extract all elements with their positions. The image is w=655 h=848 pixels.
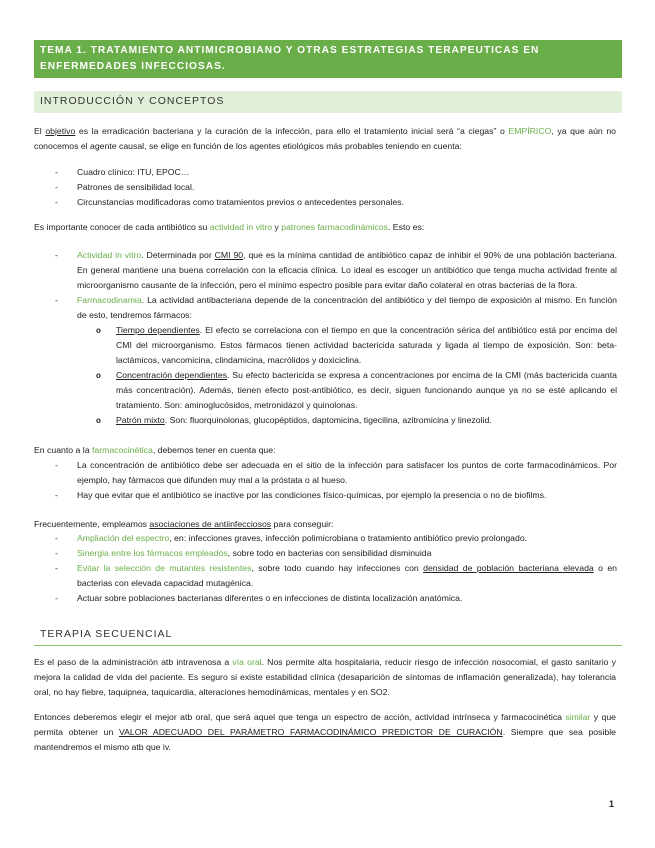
text-run: . Nos permite alta hospitalaria, reducir riesgo de infección nosocomial, el gasto sanitario y mejora la calidad de vida del paciente. Es seguro si existe estabilidad clínica (desaparición de síntomas de inflamación generalizada), hay tolerancia oral, no hay fiebre, taquipnea, taquicardia, alteraciones hemodinámicas, mentales y en SO2. (34, 657, 616, 697)
list-item: - Cuadro clínico: ITU, EPOC… (55, 165, 617, 180)
intro-paragraph (34, 124, 616, 154)
terapia-paragraph-1 (34, 655, 616, 700)
text-run: , sobre todo en bacterias con sensibilidad disminuida (227, 548, 432, 558)
concentracion-term: Concentración dependientes (116, 370, 228, 380)
empirico-term: EMPÍRICO (508, 126, 552, 136)
densidad-term: densidad de población bacteriana elevada (423, 563, 594, 573)
text-run: para conseguir: (271, 519, 334, 529)
objetivo-term: objetivo (45, 126, 76, 136)
section-divider (34, 645, 622, 646)
actividad-term: actividad in vitro (209, 222, 273, 232)
farmacocinetica-list (55, 458, 617, 503)
text-run: , ya que aún no conocemos el agente causal, se elige en función de los agentes etiológicos más probables teniendo en cuenta: (34, 126, 616, 151)
espectro-term: Ampliación del espectro (77, 533, 170, 543)
text-run: , que es la mínima cantidad de antibiótico capaz de inhibir el 90% de una población bacteriana. En general mantiene una buena correlación con la eficacia clínica. Lo ideal es escoger un antibiótico que tenga mucha actividad frente al microorganismo causante de la infección, pero el mínimo espectro posible para evitar daño colateral en otras bacterias de la flora. (77, 250, 617, 290)
asociaciones-list (55, 531, 617, 606)
text-run: . El efecto se correlaciona con el tiempo en que la concentración sérica del antibiótico está por encima del CMI del microorganismo. Estos fármacos tienen actividad bactericida saturada y ligada al tiempo de exposición. Son: beta-lactámicos, vancomicina, clindamicina, macrólidos y doxiciclina. (116, 325, 618, 365)
mixto-term: Patrón mixto (116, 415, 165, 425)
asociaciones-term: asociaciones de antiinfecciosos (149, 519, 272, 529)
list-item-farmacodinamia (55, 293, 617, 428)
farmacodinamia-term: Farmacodinamia (77, 295, 142, 305)
text-run: o en bacterias con elevada capacidad mutagénica. (77, 563, 617, 588)
cmi90-term: CMI 90 (214, 250, 244, 260)
text-run: es la erradicación bacteriana y la curación de la infección, para ello el tratamiento inicial será “a ciegas” o (75, 126, 509, 136)
important-paragraph (34, 220, 616, 235)
list-item: - Actuar sobre poblaciones bacterianas diferentes o en infecciones de distinta localización anatómica. (55, 591, 617, 606)
sublist-item (77, 323, 617, 368)
text-run: , en: infecciones graves, infección polimicrobiana o tratamiento antibiótico previo prolongado. (169, 533, 528, 543)
via-oral-term: vía oral (232, 657, 262, 667)
list-item: - Circunstancias modificadoras como tratamientos previos o antecedentes personales. (55, 195, 617, 210)
text-run: y que permita obtener un (34, 712, 616, 737)
section-heading-introduccion: INTRODUCCIÓN Y CONCEPTOS (34, 91, 622, 113)
invitro-term: Actividad in vitro (77, 250, 142, 260)
text-run: . La actividad antibacteriana depende de la concentración del antibiótico y del tiempo de exposición al mismo. En función de esto, tendremos fármacos: (77, 295, 617, 320)
text-run: . Su efecto bactericida se expresa a concentraciones por encima de la CMI (más bactericida cuanta más concentración). Además, tienen efecto post-antibiótico, es decir, siguen funcionando aunque ya no se esté aplicando el tratamiento. Son: aminoglucósidos, metronidazol y quinolonas. (116, 370, 617, 410)
mutantes-term: Evitar la selección de mutantes resistentes (77, 563, 252, 573)
list-item: - La concentración de antibiótico debe ser adecuada en el sitio de la infección para satisfacer los puntos de corte farmacodinámicos. Por ejemplo, hay fármacos que difunden muy mal a la próstata o al hueso. (55, 458, 617, 488)
text-run: Es importante conocer de cada antibiótico su (34, 222, 210, 232)
text-run: Es el paso de la administración atb intravenosa a (34, 657, 233, 667)
text-run: , sobre todo cuando hay infecciones con (251, 563, 424, 573)
page-number: 1 (609, 799, 615, 809)
text-run: El (34, 126, 46, 136)
text-run: , debemos tener en cuenta que: (152, 445, 276, 455)
farmacos-sublist (77, 323, 617, 428)
section-heading-terapia: TERAPIA SECUENCIAL (40, 628, 173, 640)
text-run: . Son: fluorquinolonas, glucopéptidos, daptomicina, tigecilina, azitromicina y linezolid. (164, 415, 492, 425)
text-run: Frecuentemente, empleamos (34, 519, 150, 529)
list-item (55, 531, 617, 546)
tiempo-term: Tiempo dependientes (116, 325, 200, 335)
farmacocinetica-term: farmacocinética (91, 445, 153, 455)
text-run: y (272, 222, 282, 232)
concepts-list (55, 248, 617, 428)
list-item (55, 561, 617, 591)
document-title: TEMA 1. TRATAMIENTO ANTIMICROBIANO Y OTRAS ESTRATEGIAS TERAPEUTICAS EN ENFERMEDADES INFECCIOSAS. (34, 40, 622, 78)
terapia-paragraph-2 (34, 710, 616, 755)
text-run: . Determinada por (141, 250, 215, 260)
list-item: - Hay que evitar que el antibiótico se inactive por las condiciones físico-químicas, por ejemplo la presencia o no de biofilms. (55, 488, 617, 503)
list-item: - Patrones de sensibilidad local. (55, 180, 617, 195)
similar-term: similar (565, 712, 591, 722)
sublist-item (77, 368, 617, 413)
patrones-term: patrones farmacodinámicos (281, 222, 388, 232)
criteria-list (55, 165, 617, 210)
sublist-item (77, 413, 617, 428)
farmacocinetica-paragraph (34, 443, 616, 458)
text-run: . Esto es: (387, 222, 425, 232)
asociaciones-paragraph (34, 517, 616, 532)
text-run: En cuanto a la (34, 445, 92, 455)
valor-adecuado-term: VALOR ADECUADO DEL PARÁMETRO FARMACODINÁMICO PREDICTOR DE CURACIÓN (118, 727, 503, 737)
sinergia-term: Sinergia entre los fármacos empleados (77, 548, 228, 558)
text-run: Entonces deberemos elegir el mejor atb oral, que será aquel que tenga un espectro de acción, actividad intrínseca y farmacocinética (34, 712, 566, 722)
text-run: . Siempre que sea posible mantendremos el mismo atb que iv. (34, 727, 617, 752)
list-item-invitro (55, 248, 617, 293)
list-item (55, 546, 617, 561)
